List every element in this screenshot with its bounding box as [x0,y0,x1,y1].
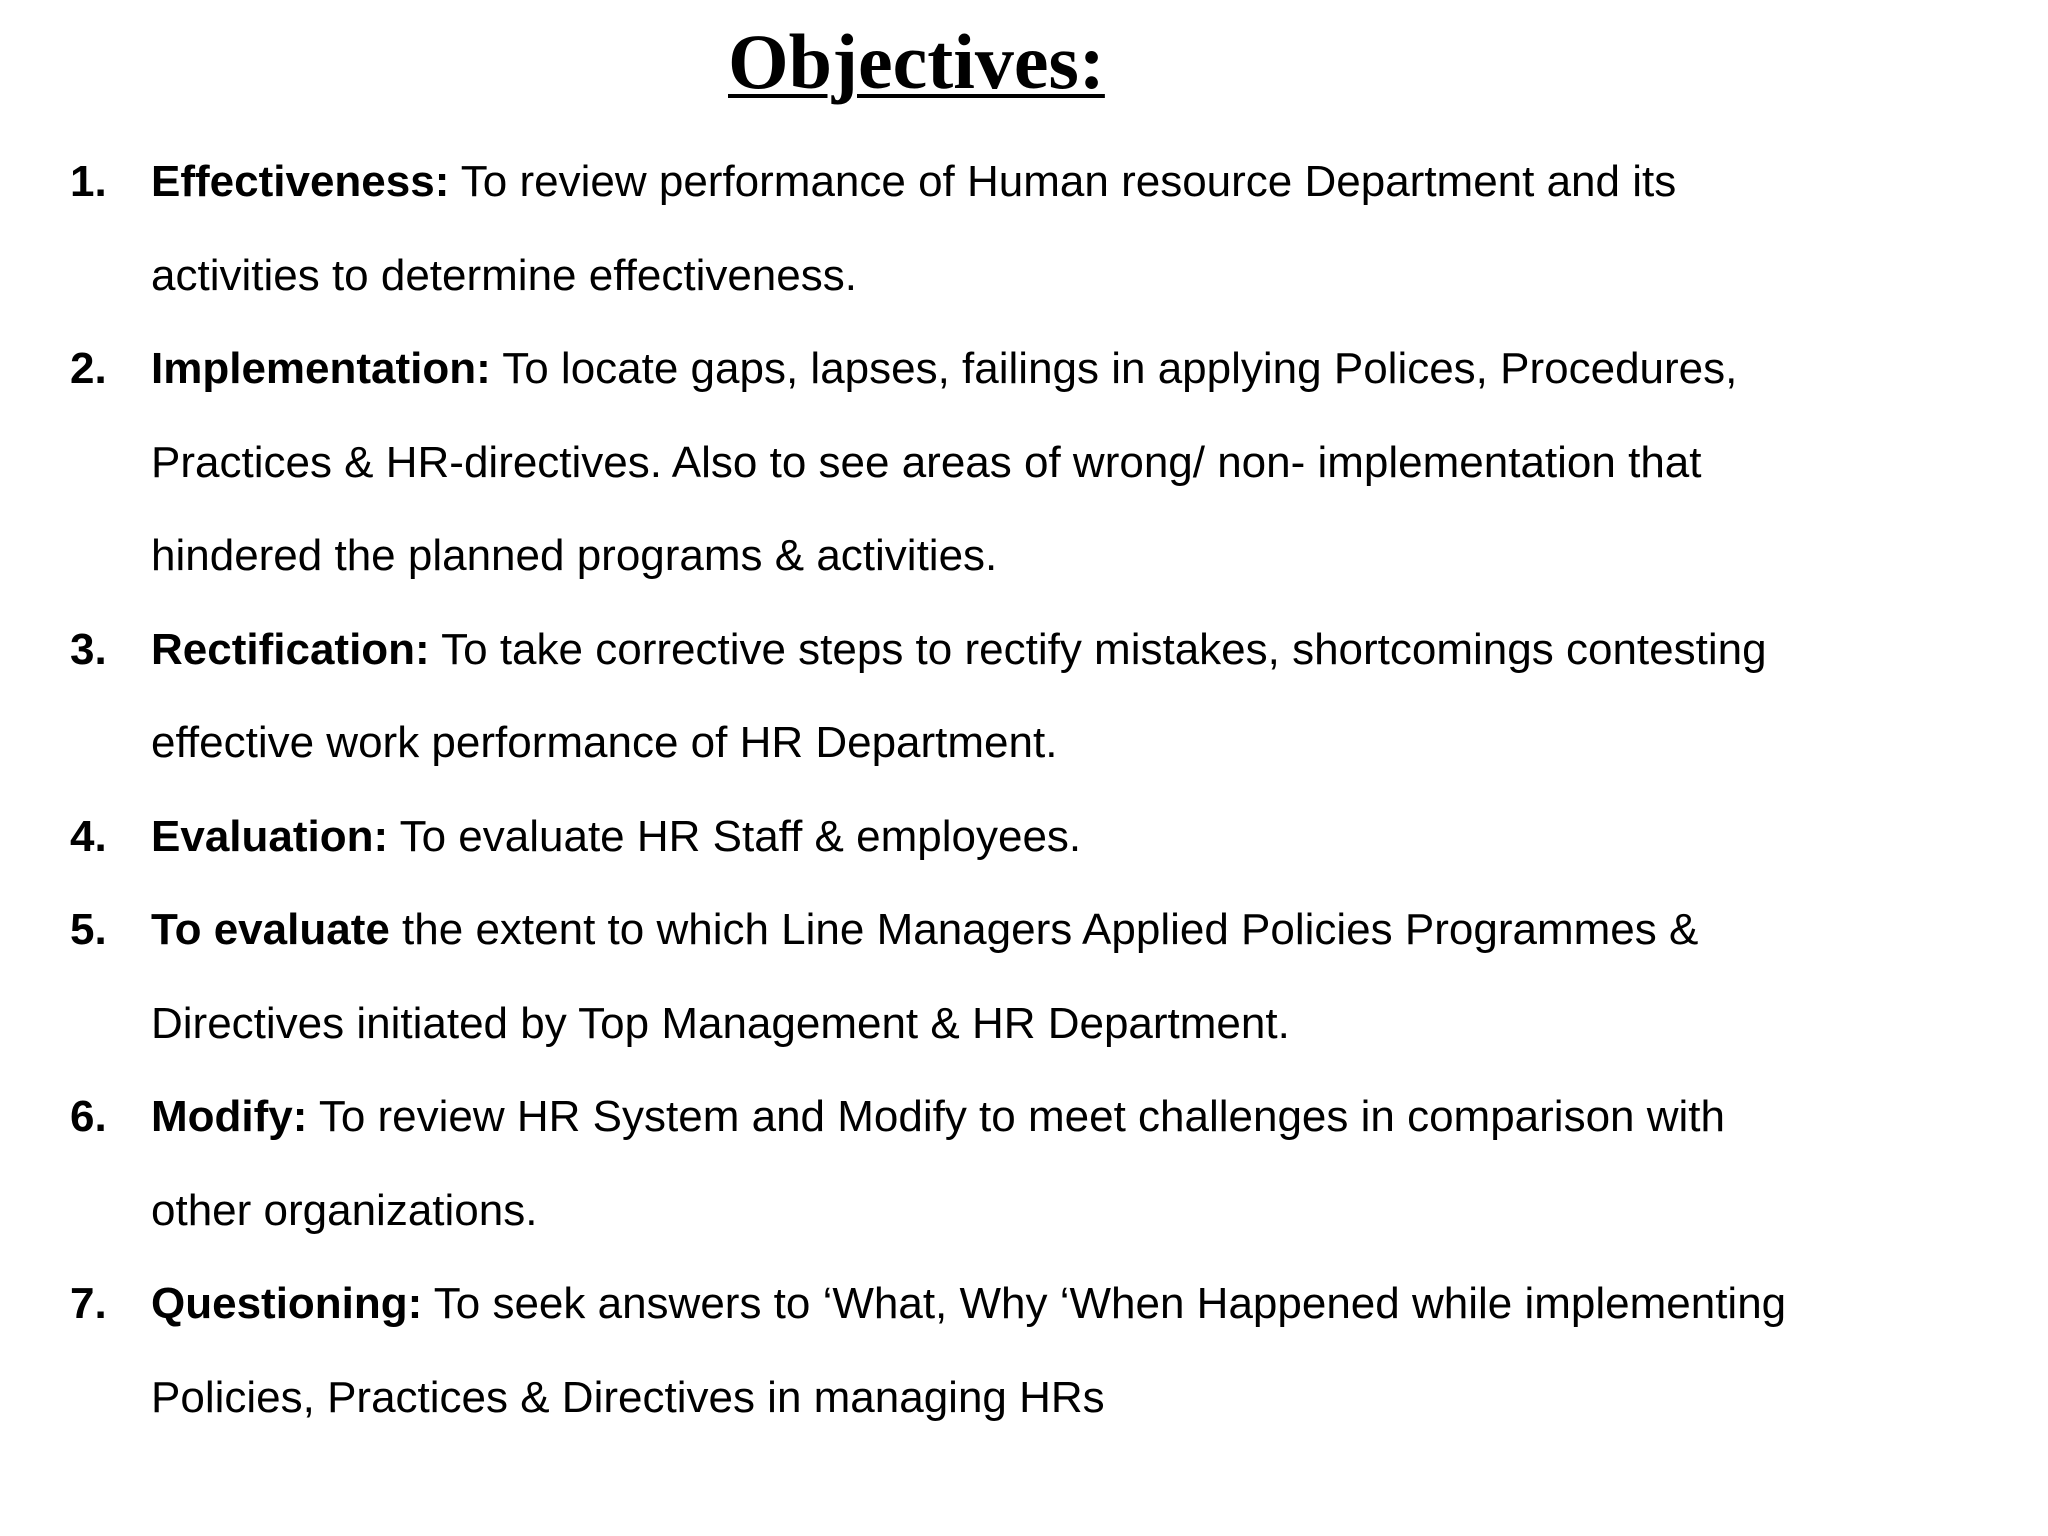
objective-line: hindered the planned programs & activities. [151,531,998,580]
objective-lead: Rectification: [151,624,430,674]
objective-item-1 [70,135,1970,322]
objective-text: To review performance of Human resource Department and its [449,157,1677,206]
objective-text: To locate gaps, lapses, failings in applying Polices, Procedures, [490,344,1738,393]
objective-line [151,883,1970,977]
objective-item-6 [70,1070,1970,1257]
objective-line: Practices & HR-directives. Also to see areas of wrong/ non- implementation that [151,437,1702,487]
objective-number: 6. [70,1092,107,1141]
objective-item-7 [70,1257,1970,1444]
objective-lead: Effectiveness: [151,157,450,206]
objective-lead: Questioning: [151,1279,423,1328]
objective-line [151,603,1970,697]
objectives-list [70,135,1970,1444]
objective-line [151,135,1970,229]
objective-line [151,322,1970,416]
objective-lead: Modify: [151,1092,308,1141]
objective-number: 1. [70,157,107,206]
objective-number: 7. [70,1279,107,1328]
objective-item-3 [70,603,1970,790]
objective-number: 3. [70,624,107,674]
objective-number: 5. [70,905,107,954]
objective-lead: To evaluate [151,905,390,954]
objective-text: To evaluate HR Staff & employees. [388,811,1082,861]
objective-text: the extent to which Line Managers Applied Policies Programmes & [389,905,1699,954]
objective-item-2 [70,322,1970,603]
objective-lead: Evaluation: [151,811,389,861]
objective-line: effective work performance of HR Department. [151,718,1058,767]
objective-line: Directives initiated by Top Management & HR Department. [151,998,1290,1048]
objective-text: To review HR System and Modify to meet challenges in comparison with [307,1092,1725,1141]
objective-line [151,1070,1970,1164]
objective-number: 4. [70,811,107,861]
objective-lead: Implementation: [151,344,491,393]
objective-line: other organizations. [151,1185,538,1235]
objective-number: 2. [70,344,107,393]
objective-line: activities to determine effectiveness. [151,250,857,300]
objective-text: To seek answers to ‘What, Why ‘When Happened while implementing [422,1279,1787,1328]
objective-line [151,790,1970,884]
objective-item-5 [70,883,1970,1070]
objective-line [151,1257,1970,1351]
objective-line: Policies, Practices & Directives in managing HRs [151,1372,1105,1422]
objective-text: To take corrective steps to rectify mistakes, shortcomings contesting [429,624,1767,674]
objective-item-4 [70,790,1970,884]
slide-title: Objectives: [728,18,1105,105]
